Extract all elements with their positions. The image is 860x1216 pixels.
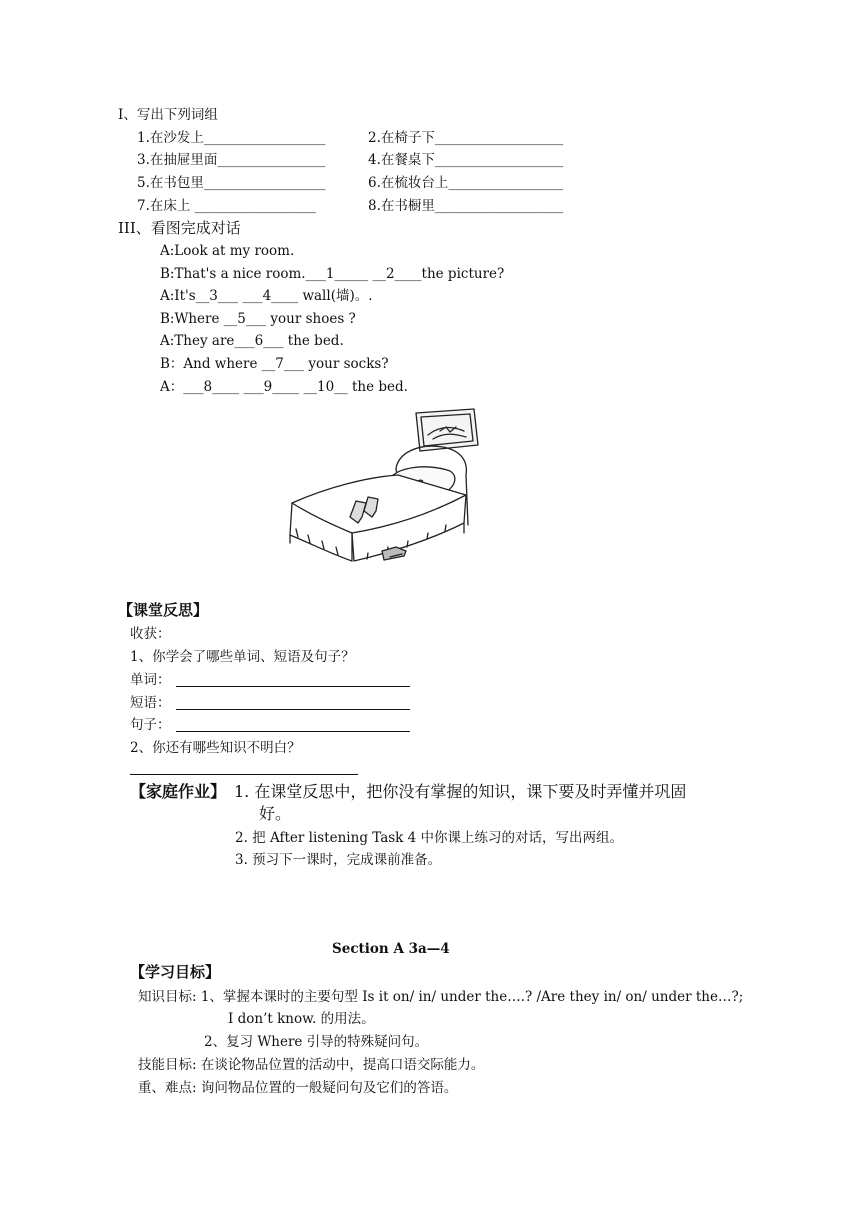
goals-title: 【学习目标】 <box>130 963 221 981</box>
words-label: 单词： <box>130 672 171 688</box>
phrase-item-1: 1.在沙发上__________________ <box>137 130 326 146</box>
section3-heading: III、看图完成对话 <box>118 219 241 237</box>
dialogue-line-6: B：And where __7___ your socks? <box>160 356 389 372</box>
phrase-item-4: 4.在餐桌下___________________ <box>368 152 564 168</box>
knowledge-goal-1-cont: I don’t know. 的用法。 <box>228 1011 375 1027</box>
skill-goal: 技能目标: 在谈论物品位置的活动中，提高口语交际能力。 <box>138 1057 485 1073</box>
dialogue-line-7: A：___8____ ___9____ __10__ the bed. <box>160 379 408 395</box>
dialogue-line-3: A:It's__3___ ___4____ wall(墙)。. <box>160 288 373 304</box>
homework-item-2: 2. 把 After listening Task 4 中你课上练习的对话，写出两组。 <box>235 830 624 846</box>
phrase-item-3: 3.在抽屉里面________________ <box>137 152 326 168</box>
key-difficult-points: 重、难点: 询问物品位置的一般疑问句及它们的答语。 <box>138 1080 458 1096</box>
homework-item-3: 3. 预习下一课时，完成课前准备。 <box>235 852 442 868</box>
phrase-item-2: 2.在椅子下___________________ <box>368 130 564 146</box>
homework-item-1-cont: 好。 <box>259 804 292 823</box>
reflection-gain: 收获： <box>130 626 171 642</box>
unclear-answer-line[interactable] <box>130 774 358 775</box>
reflection-title: 【课堂反思】 <box>118 601 209 619</box>
phrases-answer-line[interactable] <box>176 709 410 710</box>
section1-heading: I、写出下列词组 <box>118 107 218 123</box>
picture-frame-drawing <box>416 409 478 451</box>
section-title: Section A 3a—4 <box>332 941 450 957</box>
sentences-label: 句子： <box>130 717 171 733</box>
reflection-question-2: 2、你还有哪些知识不明白？ <box>130 740 301 756</box>
dialogue-line-1: A:Look at my room. <box>160 243 295 259</box>
phrase-item-8: 8.在书橱里___________________ <box>368 198 564 214</box>
dialogue-line-5: A:They are___6___ the bed. <box>160 333 344 349</box>
homework-item-1: 1. 在课堂反思中，把你没有掌握的知识，课下要及时弄懂并巩固 <box>234 782 687 801</box>
dialogue-line-4: B:Where __5___ your shoes ? <box>160 311 356 327</box>
phrases-label: 短语： <box>130 695 171 711</box>
dialogue-line-2: B:That's a nice room.___1_____ __2____the picture? <box>160 266 505 282</box>
knowledge-goal-2: 2、复习 Where 引导的特殊疑问句。 <box>204 1034 429 1050</box>
phrase-item-6: 6.在梳妆台上_________________ <box>368 175 564 191</box>
words-answer-line[interactable] <box>176 686 410 687</box>
knowledge-goal-1: 知识目标: 1、掌握本课时的主要句型 Is it on/ in/ under the….? /Are they in/ on/ under the…?; <box>138 989 744 1005</box>
reflection-question-1: 1、你学会了哪些单词、短语及句子？ <box>130 649 355 665</box>
sentences-answer-line[interactable] <box>176 731 410 732</box>
homework-title: 【家庭作业】 <box>130 782 227 801</box>
bedroom-illustration <box>278 405 524 565</box>
phrase-item-7: 7.在床上 __________________ <box>137 198 317 214</box>
phrase-item-5: 5.在书包里__________________ <box>137 175 326 191</box>
